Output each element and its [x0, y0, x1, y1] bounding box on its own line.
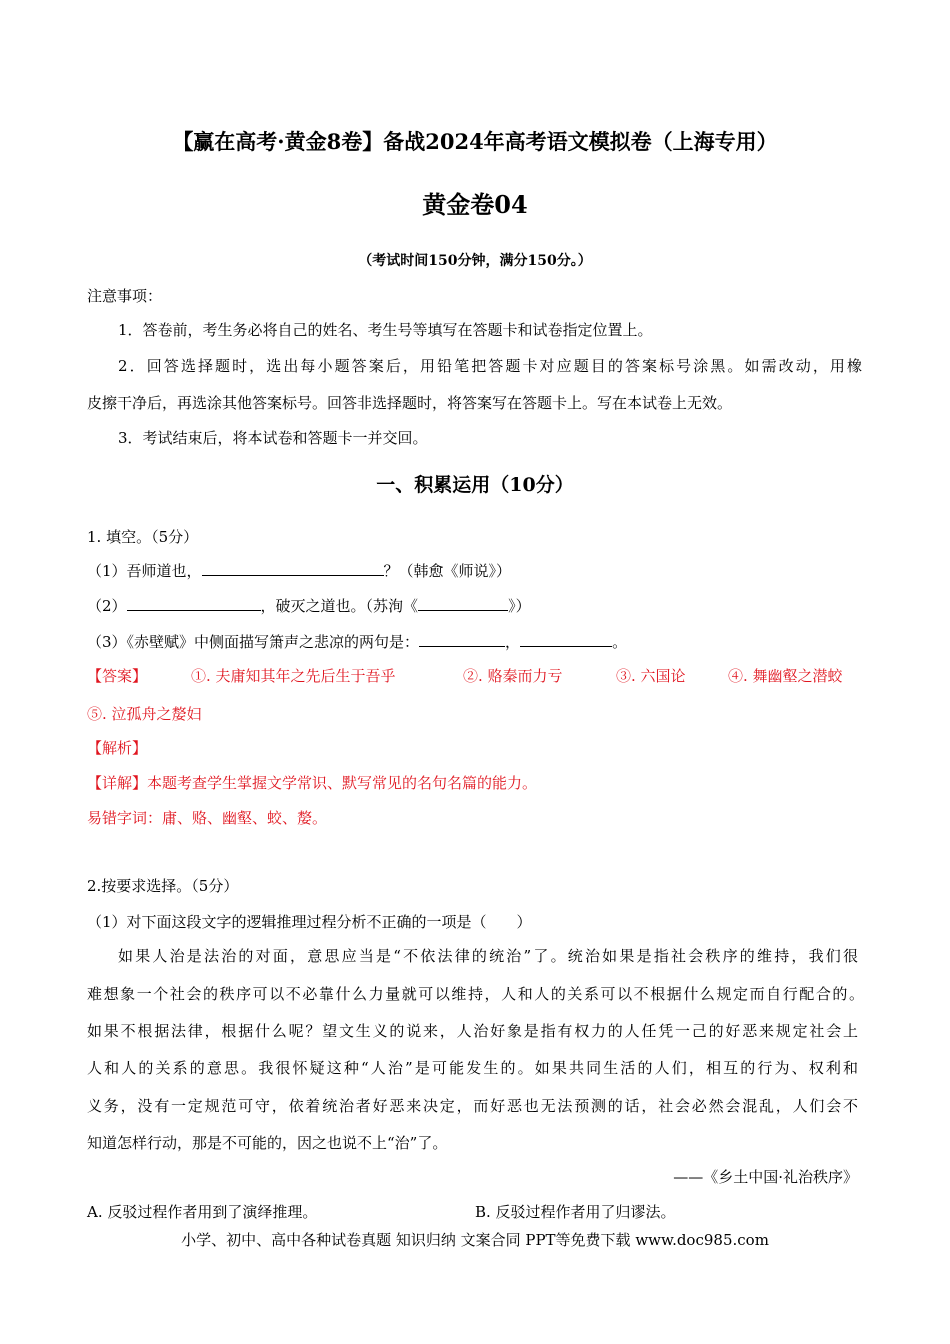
- passage-line-5: 义务，没有一定规范可守，依着统治者好恶来决定，而好恶也无法预测的话，社会必然会混乱，人们会不: [87, 1097, 858, 1115]
- fill-blank-3[interactable]: [418, 595, 508, 611]
- passage-source: ——《乡土中国·礼治秩序》: [673, 1168, 858, 1186]
- answer-row: [87, 666, 867, 686]
- notice-item-2-line-1: 2．回答选择题时，选出每小题答案后，用铅笔把答题卡对应题目的答案标号涂黑。如需改动，用橡: [118, 357, 862, 375]
- part-2-text-before: （2）: [87, 597, 127, 615]
- answer-item-5: ⑤. 泣孤舟之嫠妇: [87, 705, 202, 723]
- question-1-part-2: [87, 595, 531, 616]
- detail-line: [87, 773, 537, 793]
- option-b[interactable]: B. 反驳过程作者用了归谬法。: [475, 1203, 676, 1221]
- answer-item-3: ③. 六国论: [616, 667, 686, 685]
- paper-subtitle: 黄金卷04: [422, 190, 528, 219]
- fill-blank-5[interactable]: [520, 631, 612, 647]
- part-3-text-end: 。: [612, 633, 628, 651]
- notice-item-3: 3．考试结束后，将本试卷和答题卡一并交回。: [118, 429, 428, 447]
- answer-item-2: ②. 赂秦而力亏: [463, 667, 563, 685]
- fill-blank-4[interactable]: [419, 631, 505, 647]
- passage-line-2: 难想象一个社会的秩序可以不必靠什么力量就可以维持，人和人的关系可以不根据什么规定而自行配合的。: [87, 985, 864, 1003]
- passage-line-6: 知道怎样行动，那是不可能的，因之也说不上“治”了。: [87, 1134, 448, 1152]
- passage-line-4: 人和人的关系的意思。我很怀疑这种“人治”是可能发生的。如果共同生活的人们，相互的行为、权利和: [87, 1059, 858, 1077]
- passage-line-1: 如果人治是法治的对面，意思应当是“不依法律的统治”了。统治如果是指社会秩序的维持，我们很: [118, 947, 858, 965]
- easy-wrong-words: 易错字词：庸、赂、幽壑、蛟、嫠。: [87, 809, 328, 827]
- part-3-text-before: （3）《赤壁赋》中侧面描写箫声之悲凉的两句是：: [87, 633, 420, 651]
- option-a[interactable]: A. 反驳过程作者用到了演绎推理。: [87, 1203, 318, 1221]
- section-heading: 一、积累运用（10分）: [376, 474, 574, 496]
- part-2-text-end: 》）: [508, 597, 531, 615]
- notice-item-1: 1．答卷前，考生务必将自己的姓名、考生号等填写在答题卡和试卷指定位置上。: [118, 321, 653, 339]
- question-1-part-3: [87, 631, 627, 652]
- question-1-part-1: [87, 560, 511, 581]
- question-2-sub-1: （1）对下面这段文字的逻辑推理过程分析不正确的一项是（ ）: [87, 913, 532, 931]
- passage-line-3: 如果不根据法律，根据什么呢？望文生义的说来，人治好象是指有权力的人任凭一己的好恶来规定社会上: [87, 1022, 858, 1040]
- part-3-text-mid: ，: [505, 633, 521, 651]
- part-2-text-after: ，破灭之道也。（苏洵《: [260, 597, 419, 615]
- fill-blank-1[interactable]: [202, 560, 384, 576]
- exam-title: 【赢在高考·黄金8卷】备战2024年高考语文模拟卷（上海专用）: [172, 129, 778, 154]
- fill-blank-2[interactable]: [127, 595, 261, 611]
- answer-item-1: ①. 夫庸知其年之先后生于吾乎: [191, 667, 396, 685]
- notice-item-2-line-2: 皮擦干净后，再选涂其他答案标号。回答非选择题时，将答案写在答题卡上。写在本试卷上无效。: [87, 394, 733, 412]
- part-1-text-after: ？（韩愈《师说》）: [383, 562, 512, 580]
- answer-label: 【答案】: [87, 667, 148, 685]
- answer-item-4: ④. 舞幽壑之潜蛟: [728, 667, 843, 685]
- detail-label: 【详解】: [87, 774, 148, 792]
- question-2-stem: 2.按要求选择。（5分）: [87, 877, 239, 895]
- detail-text: 本题考查学生掌握文学常识、默写常见的名句名篇的能力。: [147, 774, 538, 792]
- question-1-stem: 1. 填空。（5分）: [87, 528, 199, 546]
- analysis-label: 【解析】: [87, 739, 148, 757]
- footer-text: 小学、初中、高中各种试卷真题 知识归纳 文案合同 PPT等免费下载 www.doc985.com: [181, 1231, 769, 1249]
- notice-label: 注意事项：: [87, 287, 163, 305]
- part-1-text-before: （1）吾师道也，: [87, 562, 202, 580]
- exam-time-note: （考试时间150分钟，满分150分。）: [358, 253, 592, 269]
